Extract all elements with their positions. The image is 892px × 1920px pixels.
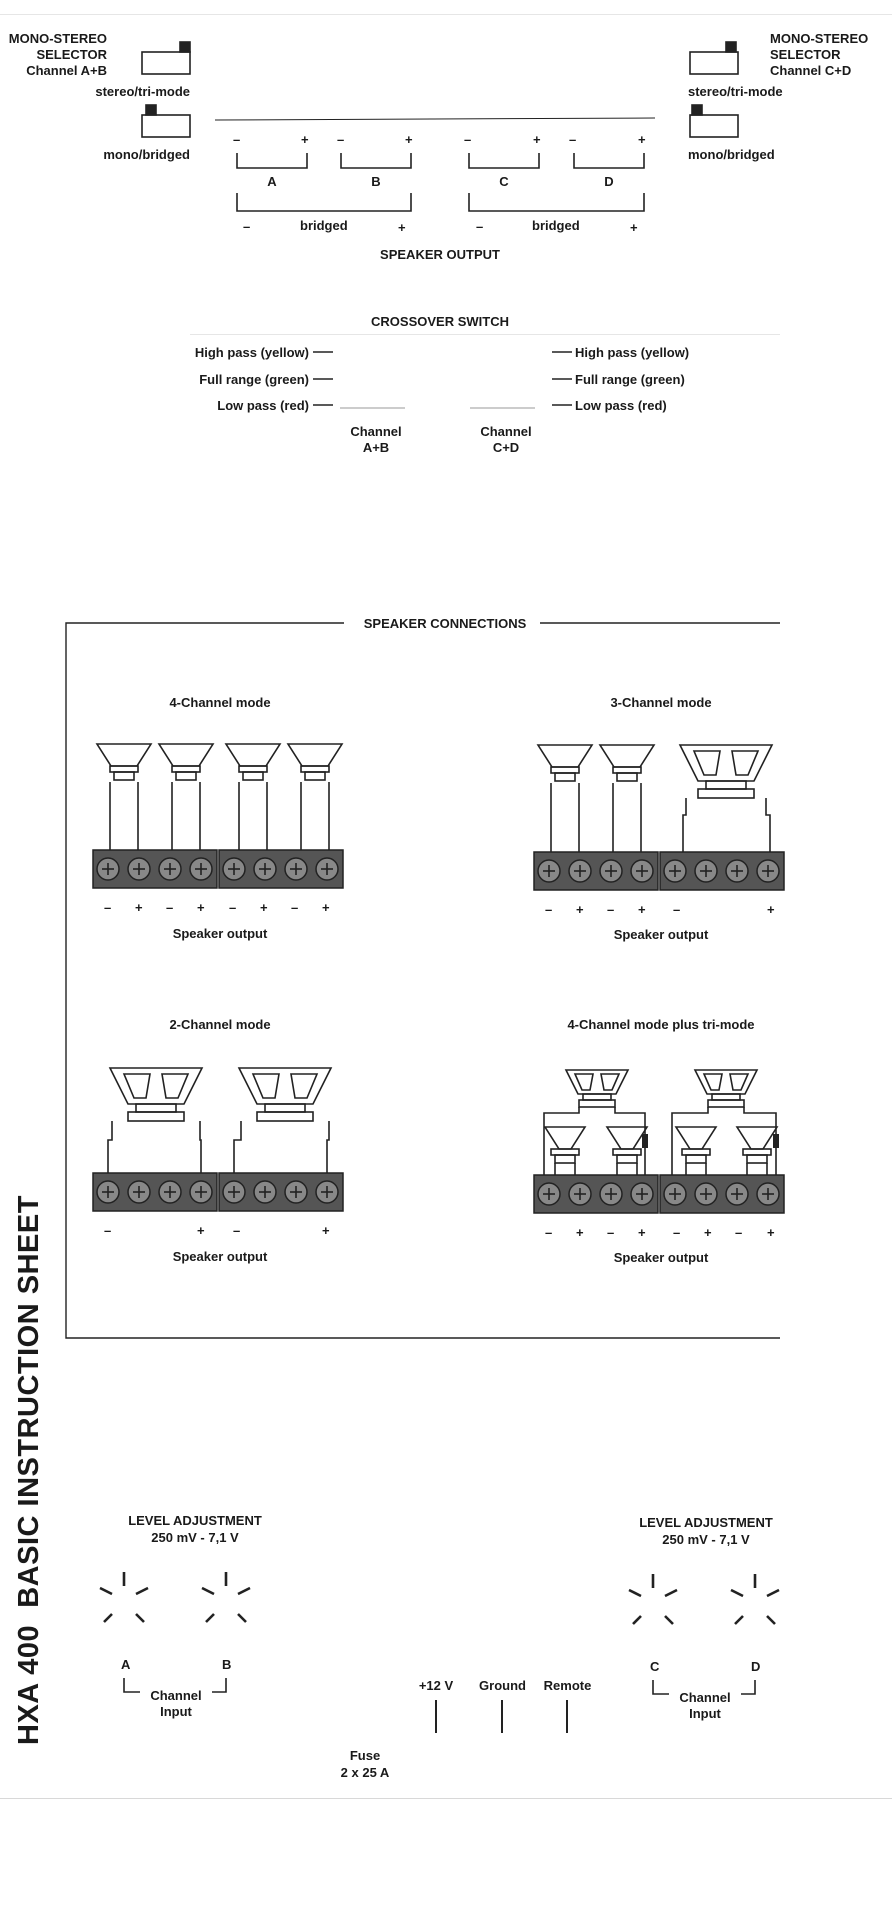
selector-left-stereo-switch (142, 52, 190, 74)
polarity-tri: – (607, 1225, 615, 1240)
knob-tick (731, 1590, 743, 1596)
terminal-d-minus: – (569, 132, 577, 147)
speaker-wire (327, 1121, 329, 1173)
polarity-tri: – (735, 1225, 743, 1240)
speaker-cone (288, 744, 342, 766)
crossover-title: CROSSOVER SWITCH (371, 314, 509, 329)
speaker-magnet (555, 1155, 575, 1163)
left-input-label: Input (160, 1704, 192, 1719)
knob-tick (665, 1616, 673, 1624)
mode-2ch-title: 2-Channel mode (169, 1017, 271, 1032)
selector-right-title2: SELECTOR (770, 47, 841, 62)
polarity-3ch: + (576, 902, 584, 917)
level-knob-icon (202, 1572, 250, 1622)
selector-left-title2: SELECTOR (36, 47, 107, 62)
speaker-wire (672, 1107, 708, 1175)
terminal-a-plus: + (301, 132, 309, 147)
terminal-block (534, 1175, 658, 1213)
terminal-block (660, 852, 784, 890)
knob-tick (136, 1588, 148, 1594)
level-input-b: B (222, 1657, 232, 1672)
speaker-output-4ch: Speaker output (172, 926, 268, 941)
bracket-c (469, 153, 539, 168)
selector-right-stereo-switch (690, 52, 738, 74)
speaker-magnet (305, 772, 325, 780)
woofer-basket (291, 1074, 317, 1098)
left-channel-label: Channel (150, 1688, 202, 1703)
woofer-magnet (265, 1104, 305, 1112)
speaker-magnet (686, 1155, 706, 1163)
woofer-basket (601, 1074, 619, 1090)
woofer-magnet (257, 1112, 313, 1121)
speaker-magnet (172, 766, 200, 772)
selector-left-stereo: stereo/tri-mode (95, 84, 190, 99)
knob-tick (238, 1614, 246, 1622)
fuse-label: Fuse (349, 1748, 381, 1763)
level-right-title: LEVEL ADJUSTMENT (639, 1515, 773, 1530)
fuse-rating: 2 x 25 A (340, 1765, 390, 1780)
woofer-magnet (706, 781, 746, 789)
bridged-cd-minus: – (476, 219, 484, 234)
terminal-block (93, 1173, 217, 1211)
speaker-cone (607, 1127, 647, 1149)
level-left-title: LEVEL ADJUSTMENT (128, 1513, 262, 1528)
speaker-wire (108, 1121, 112, 1173)
level-input-d: D (751, 1659, 761, 1674)
polarity-3ch: – (607, 902, 615, 917)
crossover-full-right: Full range (green) (575, 372, 685, 387)
selector-left-channel: Channel A+B (26, 63, 107, 78)
polarity-3ch: – (545, 902, 553, 917)
speaker-wire (766, 798, 770, 852)
speaker-wire (544, 1107, 579, 1175)
speaker-magnet (114, 772, 134, 780)
terminal-block (93, 850, 217, 888)
bracket-bridged-cd (469, 193, 644, 211)
tri-woofer-icon (695, 1070, 757, 1107)
polarity-2ch: + (322, 1223, 330, 1238)
bridged-ab-label: bridged (300, 218, 348, 233)
polarity-3ch: + (638, 902, 646, 917)
knob-tick (206, 1614, 214, 1622)
woofer-basket (162, 1074, 188, 1098)
small-speaker-icon (676, 1127, 716, 1163)
polarity-4ch: + (197, 900, 205, 915)
knob-tick (629, 1590, 641, 1596)
selector-right-mono-switch (690, 115, 738, 137)
level-knob-icon (731, 1574, 779, 1624)
knob-tick (100, 1588, 112, 1594)
knob-tick (767, 1616, 775, 1624)
speaker-wire (744, 1107, 776, 1175)
level-input-c: C (650, 1659, 660, 1674)
knob-tick (104, 1614, 112, 1622)
level-knob-icon (100, 1572, 148, 1622)
crossover-capacitor-icon (642, 1134, 648, 1148)
polarity-3ch: + (767, 902, 775, 917)
woofer-basket (575, 1074, 593, 1090)
tri-woofer-icon (566, 1070, 628, 1107)
channel-c-label: C (499, 174, 509, 189)
woofer-magnet (579, 1100, 615, 1107)
knob-tick (767, 1590, 779, 1596)
crossover-high-right: High pass (yellow) (575, 345, 690, 360)
selector-right-stereo-knob (726, 42, 736, 52)
speaker-magnet (243, 772, 263, 780)
bracket-a (237, 153, 307, 168)
large-speaker-icon (110, 1068, 202, 1121)
bracket-bridged-ab (237, 193, 411, 211)
speaker-cone (97, 744, 151, 766)
speaker-magnet (613, 767, 641, 773)
output-panel-line (215, 118, 655, 120)
speaker-cone (159, 744, 213, 766)
level-input-a: A (121, 1657, 131, 1672)
connections-frame (66, 623, 780, 1338)
polarity-4ch: – (291, 900, 299, 915)
bracket-d (574, 153, 644, 168)
terminal-a-minus: – (233, 132, 241, 147)
channel-d-label: D (604, 174, 614, 189)
left-input-bracket-l (124, 1678, 140, 1692)
polarity-tri: – (673, 1225, 681, 1240)
speaker-output-3ch: Speaker output (613, 927, 709, 942)
mode-4ch-title: 4-Channel mode (169, 695, 271, 710)
woofer-basket (730, 1074, 748, 1090)
woofer-basket (732, 751, 758, 775)
power-remote-label: Remote (543, 1678, 592, 1693)
selector-right-title1: MONO-STEREO (770, 31, 869, 46)
speaker-magnet (682, 1149, 710, 1155)
speaker-magnet (176, 772, 196, 780)
terminal-b-plus: + (405, 132, 413, 147)
speaker-output-2ch: Speaker output (172, 1249, 268, 1264)
speaker-wire (200, 1121, 201, 1173)
large-speaker-icon (239, 1068, 331, 1121)
woofer-magnet (712, 1094, 740, 1100)
crossover-low-left: Low pass (red) (217, 398, 309, 413)
level-knob-icon (629, 1574, 677, 1624)
knob-tick (735, 1616, 743, 1624)
small-speaker-icon (737, 1127, 777, 1163)
speaker-cone (676, 1127, 716, 1149)
polarity-2ch: – (104, 1223, 112, 1238)
speaker-cone (737, 1127, 777, 1149)
knob-tick (633, 1616, 641, 1624)
woofer-magnet (708, 1100, 744, 1107)
channel-a-label: A (267, 174, 277, 189)
speaker-output-title: SPEAKER OUTPUT (380, 247, 500, 262)
small-speaker-icon (607, 1127, 647, 1163)
crossover-full-left: Full range (green) (199, 372, 309, 387)
terminal-c-minus: – (464, 132, 472, 147)
speaker-magnet (743, 1149, 771, 1155)
knob-tick (665, 1590, 677, 1596)
polarity-tri: + (704, 1225, 712, 1240)
selector-right-stereo: stereo/tri-mode (688, 84, 783, 99)
polarity-2ch: – (233, 1223, 241, 1238)
mode-tri-title: 4-Channel mode plus tri-mode (567, 1017, 755, 1032)
speaker-cone (538, 745, 592, 767)
bracket-b (341, 153, 411, 168)
channel-b-label: B (371, 174, 381, 189)
small-speaker-icon (159, 744, 213, 780)
level-left-range: 250 mV - 7,1 V (151, 1530, 239, 1545)
small-speaker-icon (288, 744, 342, 780)
speaker-magnet (617, 773, 637, 781)
speaker-cone (545, 1127, 585, 1149)
power-12v-label: +12 V (418, 1678, 454, 1693)
speaker-magnet (301, 766, 329, 772)
crossover-channel-cd-1: Channel (480, 424, 532, 439)
polarity-4ch: – (104, 900, 112, 915)
selector-left-mono-switch (142, 115, 190, 137)
small-speaker-icon (538, 745, 592, 781)
bridged-cd-plus: + (630, 220, 638, 235)
right-input-bracket-r (741, 1680, 755, 1694)
polarity-tri: + (767, 1225, 775, 1240)
power-ground-label: Ground (479, 1678, 526, 1693)
crossover-high-left: High pass (yellow) (194, 345, 309, 360)
selector-right-mono: mono/bridged (688, 147, 775, 162)
right-input-label: Input (689, 1706, 721, 1721)
terminal-block (534, 852, 658, 890)
woofer-basket (124, 1074, 150, 1098)
knob-tick (136, 1614, 144, 1622)
connections-title: SPEAKER CONNECTIONS (350, 616, 540, 631)
polarity-4ch: + (322, 900, 330, 915)
speaker-magnet (110, 766, 138, 772)
speaker-magnet (617, 1155, 637, 1163)
small-speaker-icon (545, 1127, 585, 1163)
speaker-magnet (239, 766, 267, 772)
woofer-magnet (136, 1104, 176, 1112)
terminal-b-minus: – (337, 132, 345, 147)
polarity-2ch: + (197, 1223, 205, 1238)
small-speaker-icon (600, 745, 654, 781)
crossover-channel-ab-2: A+B (362, 440, 390, 455)
speaker-wire (683, 798, 686, 852)
woofer-magnet (128, 1112, 184, 1121)
polarity-tri: + (638, 1225, 646, 1240)
polarity-3ch: – (673, 902, 681, 917)
knob-tick (202, 1588, 214, 1594)
selector-right-channel: Channel C+D (770, 63, 852, 78)
small-speaker-icon (226, 744, 280, 780)
bridged-ab-minus: – (243, 219, 251, 234)
speaker-magnet (613, 1149, 641, 1155)
selector-left-stereo-knob (180, 42, 190, 52)
speaker-magnet (555, 773, 575, 781)
selector-left-title1: MONO-STEREO (8, 31, 107, 46)
left-input-bracket-r (212, 1678, 226, 1692)
crossover-low-right: Low pass (red) (575, 398, 667, 413)
polarity-4ch: – (229, 900, 237, 915)
polarity-4ch: + (135, 900, 143, 915)
woofer-magnet (583, 1094, 611, 1100)
brand-logo-text: HXA 400 (13, 1624, 45, 1745)
woofer-basket (704, 1074, 722, 1090)
sheet-title: BASIC INSTRUCTION SHEET (13, 1195, 45, 1608)
crossover-capacitor-icon (773, 1134, 779, 1148)
crossover-channel-cd-2: C+D (492, 440, 520, 455)
speaker-magnet (551, 1149, 579, 1155)
speaker-magnet (551, 767, 579, 773)
speaker-magnet (747, 1155, 767, 1163)
terminal-d-plus: + (638, 132, 646, 147)
selector-right-mono-knob (692, 105, 702, 115)
speaker-diagrams (93, 744, 784, 1624)
mode-3ch-title: 3-Channel mode (610, 695, 712, 710)
speaker-wire (615, 1107, 645, 1175)
small-speaker-icon (97, 744, 151, 780)
right-input-bracket-l (653, 1680, 669, 1694)
terminal-block (219, 850, 343, 888)
knob-tick (238, 1588, 250, 1594)
speaker-cone (226, 744, 280, 766)
bridged-cd-label: bridged (532, 218, 580, 233)
right-channel-label: Channel (679, 1690, 731, 1705)
selector-left-mono-knob (146, 105, 156, 115)
polarity-tri: + (576, 1225, 584, 1240)
woofer-basket (694, 751, 720, 775)
terminal-c-plus: + (533, 132, 541, 147)
terminal-block (660, 1175, 784, 1213)
terminal-block (219, 1173, 343, 1211)
polarity-4ch: + (260, 900, 268, 915)
speaker-output-tri: Speaker output (613, 1250, 709, 1265)
crossover-channel-ab-1: Channel (350, 424, 402, 439)
woofer-magnet (698, 789, 754, 798)
polarity-4ch: – (166, 900, 174, 915)
speaker-wire (234, 1121, 241, 1173)
speaker-cone (600, 745, 654, 767)
level-right-range: 250 mV - 7,1 V (662, 1532, 750, 1547)
large-speaker-icon (680, 745, 772, 798)
bridged-ab-plus: + (398, 220, 406, 235)
polarity-tri: – (545, 1225, 553, 1240)
selector-left-mono: mono/bridged (103, 147, 190, 162)
woofer-basket (253, 1074, 279, 1098)
